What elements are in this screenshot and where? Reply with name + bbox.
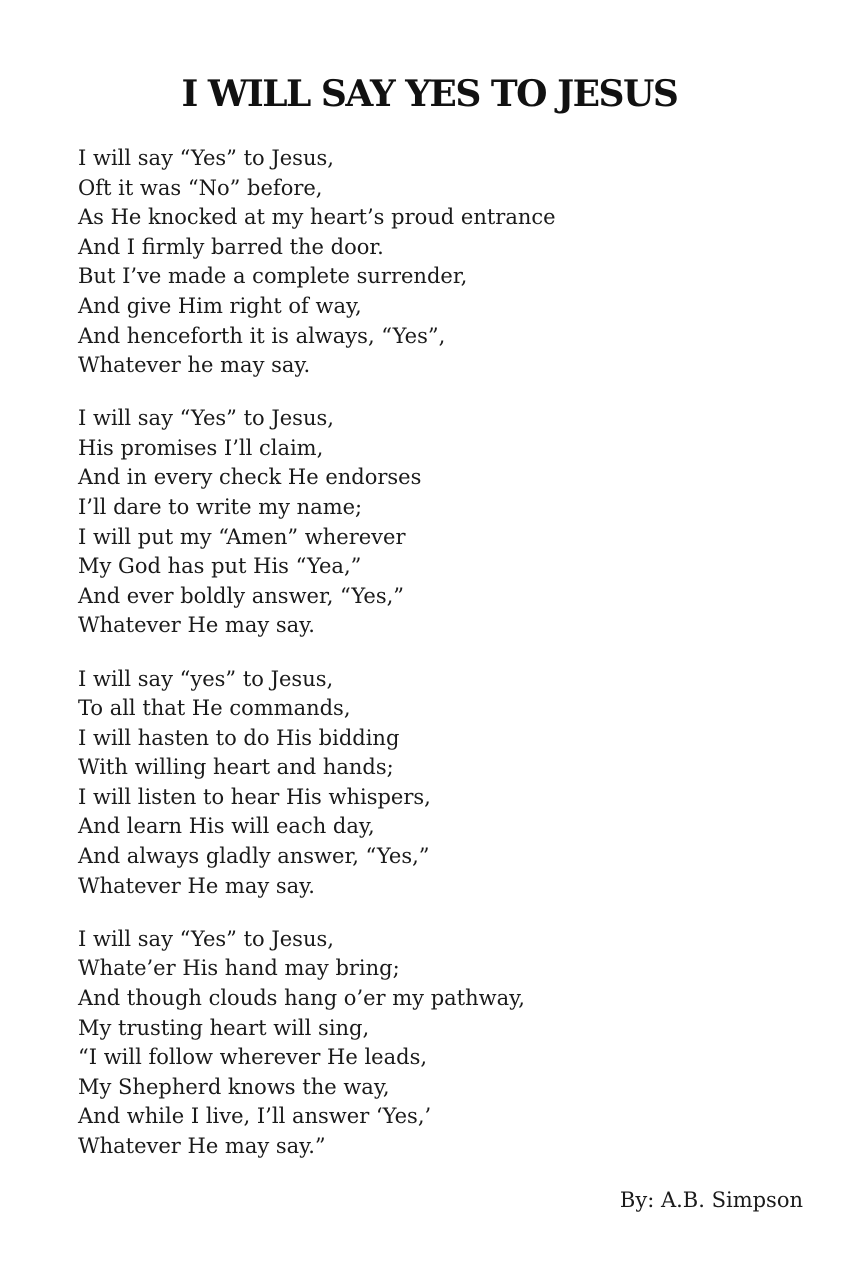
poem-line: And always gladly answer, “Yes,” [78,844,430,869]
poem-line: With willing heart and hands; [78,755,394,780]
poem-line: I will say “Yes” to Jesus, [78,926,334,951]
poem-line: Whatever He may say. [78,873,315,898]
poem-line: Whatever He may say. [78,613,315,638]
poem-line: My trusting heart will sing, [78,1015,370,1040]
stanza-2 [78,404,818,641]
poem-line: And in every check He endorses [78,465,422,490]
poem-line: And while I live, I’ll answer ‘Yes,’ [78,1104,432,1129]
poem-line: I will say “Yes” to Jesus, [78,146,334,170]
stanza-3 [78,665,818,902]
poem-line: And henceforth it is always, “Yes”, [78,323,446,348]
poem-line: Oft it was “No” before, [78,175,323,200]
poem-line: I will hasten to do His bidding [78,725,400,750]
poem-line: I will listen to hear His whispers, [78,784,431,809]
poem-line: And give Him right of way, [78,293,362,318]
stanza-1 [78,144,818,381]
poem-line: “I will follow wherever He leads, [78,1045,428,1070]
poem-line: My God has put His “Yea,” [78,554,362,579]
poem-line: Whatever He may say.” [78,1133,326,1158]
poem-line: His promises I’ll claim, [78,435,324,460]
poem-line: I will say “Yes” to Jesus, [78,406,334,431]
poem-line: And I firmly barred the door. [78,234,384,259]
stanza-4 [78,925,818,1162]
poem-line: And learn His will each day, [78,814,375,839]
poem-body [78,144,818,1185]
poem-title: I WILL SAY YES TO JESUS [181,73,678,115]
poem-line: Whate’er His hand may bring; [78,956,400,981]
poem-line: I will put my “Amen” wherever [78,524,406,549]
poem-line: As He knocked at my heart’s proud entrance [78,205,556,230]
poem-line: My Shepherd knows the way, [78,1074,390,1099]
poem-line: I’ll dare to write my name; [78,495,363,520]
poem-line: But I’ve made a complete surrender, [78,264,468,289]
author-credit: By: A.B. Simpson [619,1188,803,1212]
poem-line: I will say “yes” to Jesus, [78,666,334,691]
poem-line: To all that He commands, [78,696,351,721]
poem-line: And though clouds hang o’er my pathway, [78,985,525,1010]
poem-line: Whatever he may say. [78,353,311,378]
poem-line: And ever boldly answer, “Yes,” [78,583,405,608]
